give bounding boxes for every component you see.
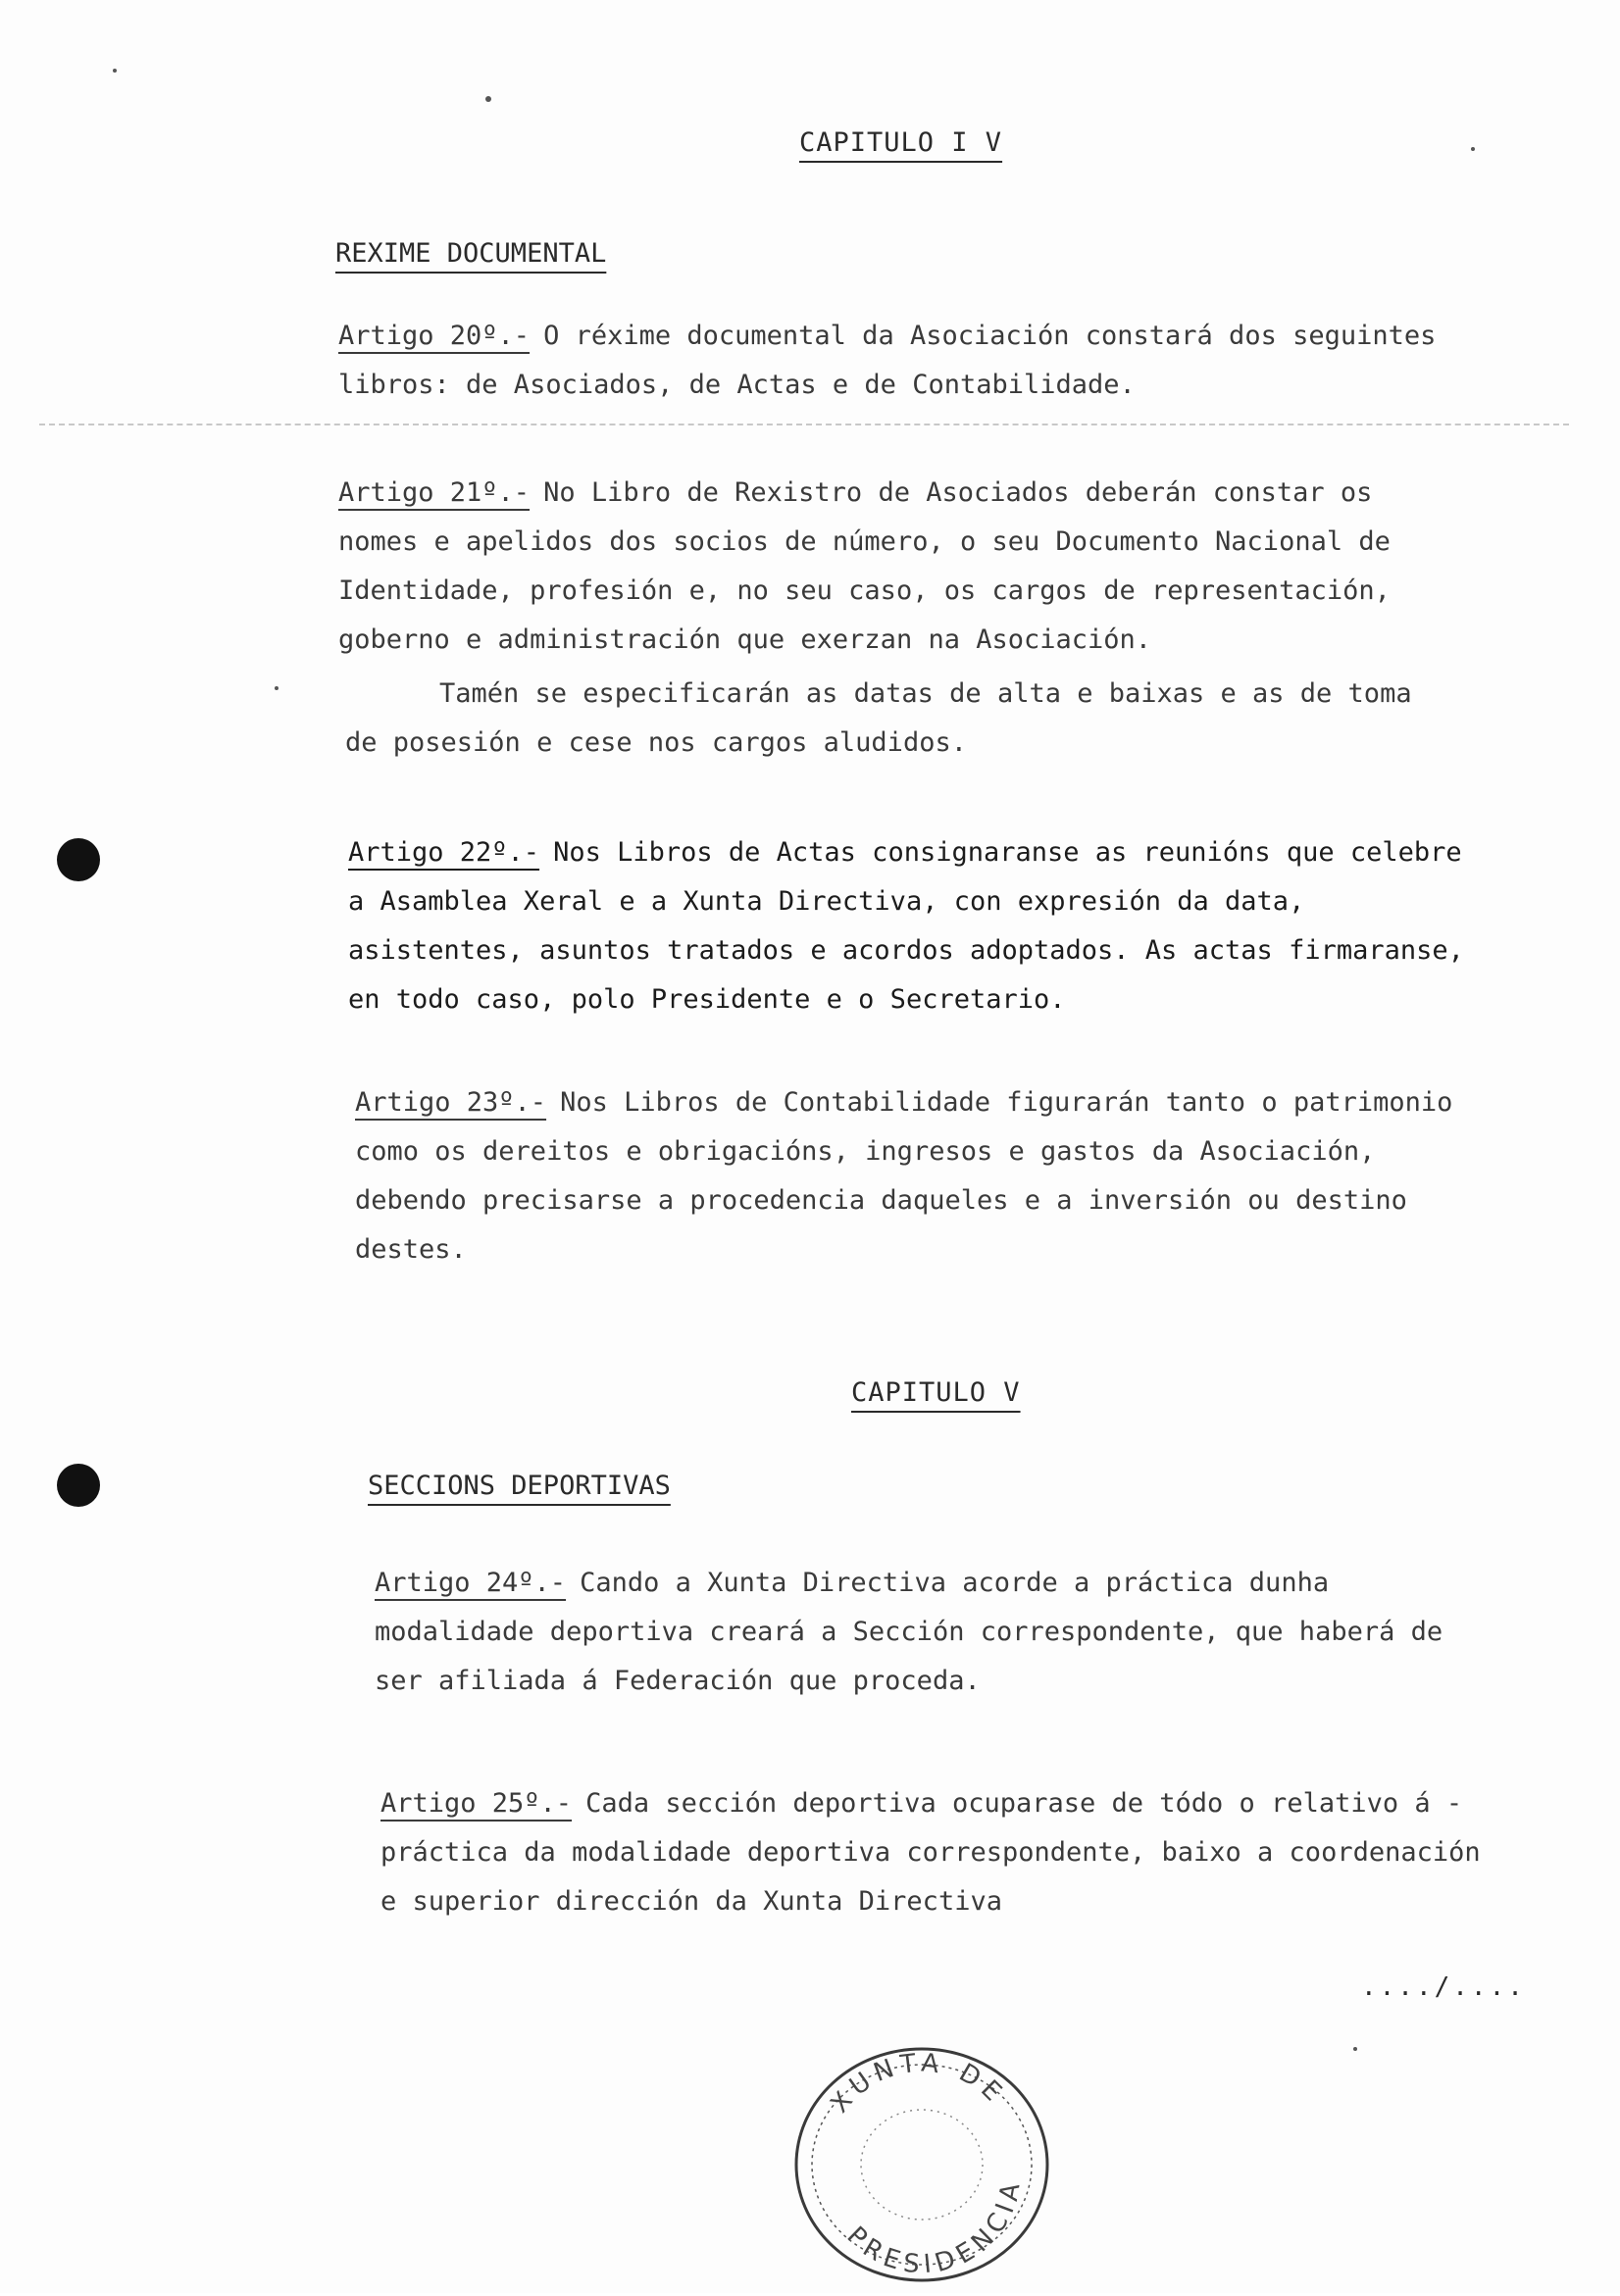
article-22-text: Nos Libros de Actas consignaranse as reunións que celebre a Asamblea Xeral e a Xunta Directiva, con expresión da data, asistentes, asuntos tratados e acordos adoptados. As actas firmaranse, en todo caso, polo Presidente e o Secretario. [348, 837, 1464, 1015]
article-20-text: O réxime documental da Asociación constará dos seguintes libros: de Asociados, de Actas e de Contabilidade. [338, 321, 1437, 400]
article-24-label: Artigo 24º.- [375, 1568, 567, 1598]
punch-hole-top [57, 838, 100, 881]
article-24-text: Cando a Xunta Directiva acorde a práctica dunha modalidade deportiva creará a Sección correspondente, que haberá de ser afiliada á Federación que proceda. [375, 1568, 1443, 1696]
article-24 [375, 1559, 1493, 1706]
article-21-extra: Tamén se especificarán as datas de alta e baixas e as de toma de posesión e cese nos cargos aludidos. [345, 678, 1412, 758]
stamp-bottom-text: PRESIDENCIA [840, 2174, 1028, 2280]
article-23 [355, 1078, 1463, 1274]
article-21-label: Artigo 21º.- [338, 477, 531, 508]
punch-hole-bottom [57, 1464, 100, 1507]
chapter-4-title: CAPITULO I V [799, 127, 1003, 158]
scan-speck [1471, 147, 1475, 151]
article-23-text: Nos Libros de Contabilidade figurarán tanto o patrimonio como os dereitos e obrigacións, ingresos e gastos da Asociación, debendo precisarse a procedencia daqueles e a inversión ou destino destes. [355, 1087, 1453, 1265]
article-25-text: Cada sección deportiva ocuparase de tódo o relativo á - práctica da modalidade deportiva correspondente, baixo a coordenación e superior dirección da Xunta Directiva [380, 1788, 1481, 1917]
scan-speck [113, 69, 117, 73]
chapter-5-title: CAPITULO V [851, 1377, 1021, 1408]
section-title-seccions-deportivas: SECCIONS DEPORTIVAS [368, 1471, 671, 1501]
stamp-seal-icon [775, 2018, 1069, 2292]
article-23-label: Artigo 23º.- [355, 1087, 547, 1118]
section-title-rexime-documental: REXIME DOCUMENTAL [335, 238, 607, 269]
scan-artifact-line [39, 424, 1569, 425]
article-21 [338, 469, 1456, 665]
stamp-top-text: XUNTA DE [825, 2048, 1012, 2120]
scan-speck [1353, 2047, 1357, 2051]
article-22-label: Artigo 22º.- [348, 837, 540, 868]
continuation-mark: ..../.... [1361, 1972, 1526, 2002]
scan-speck [485, 96, 491, 102]
scan-speck [275, 686, 278, 690]
article-25-label: Artigo 25º.- [380, 1788, 573, 1819]
article-20-label: Artigo 20º.- [338, 321, 531, 351]
article-25 [380, 1779, 1489, 1926]
article-20 [338, 312, 1456, 410]
presidencia-stamp [775, 2018, 1069, 2292]
article-22 [348, 828, 1476, 1024]
article-21-text: No Libro de Rexistro de Asociados deberán constar os nomes e apelidos dos socios de número, o seu Documento Nacional de Identidade, profesión e, no seu caso, os cargos de representación, goberno e administración que exerzan na Asociación. [338, 477, 1391, 655]
